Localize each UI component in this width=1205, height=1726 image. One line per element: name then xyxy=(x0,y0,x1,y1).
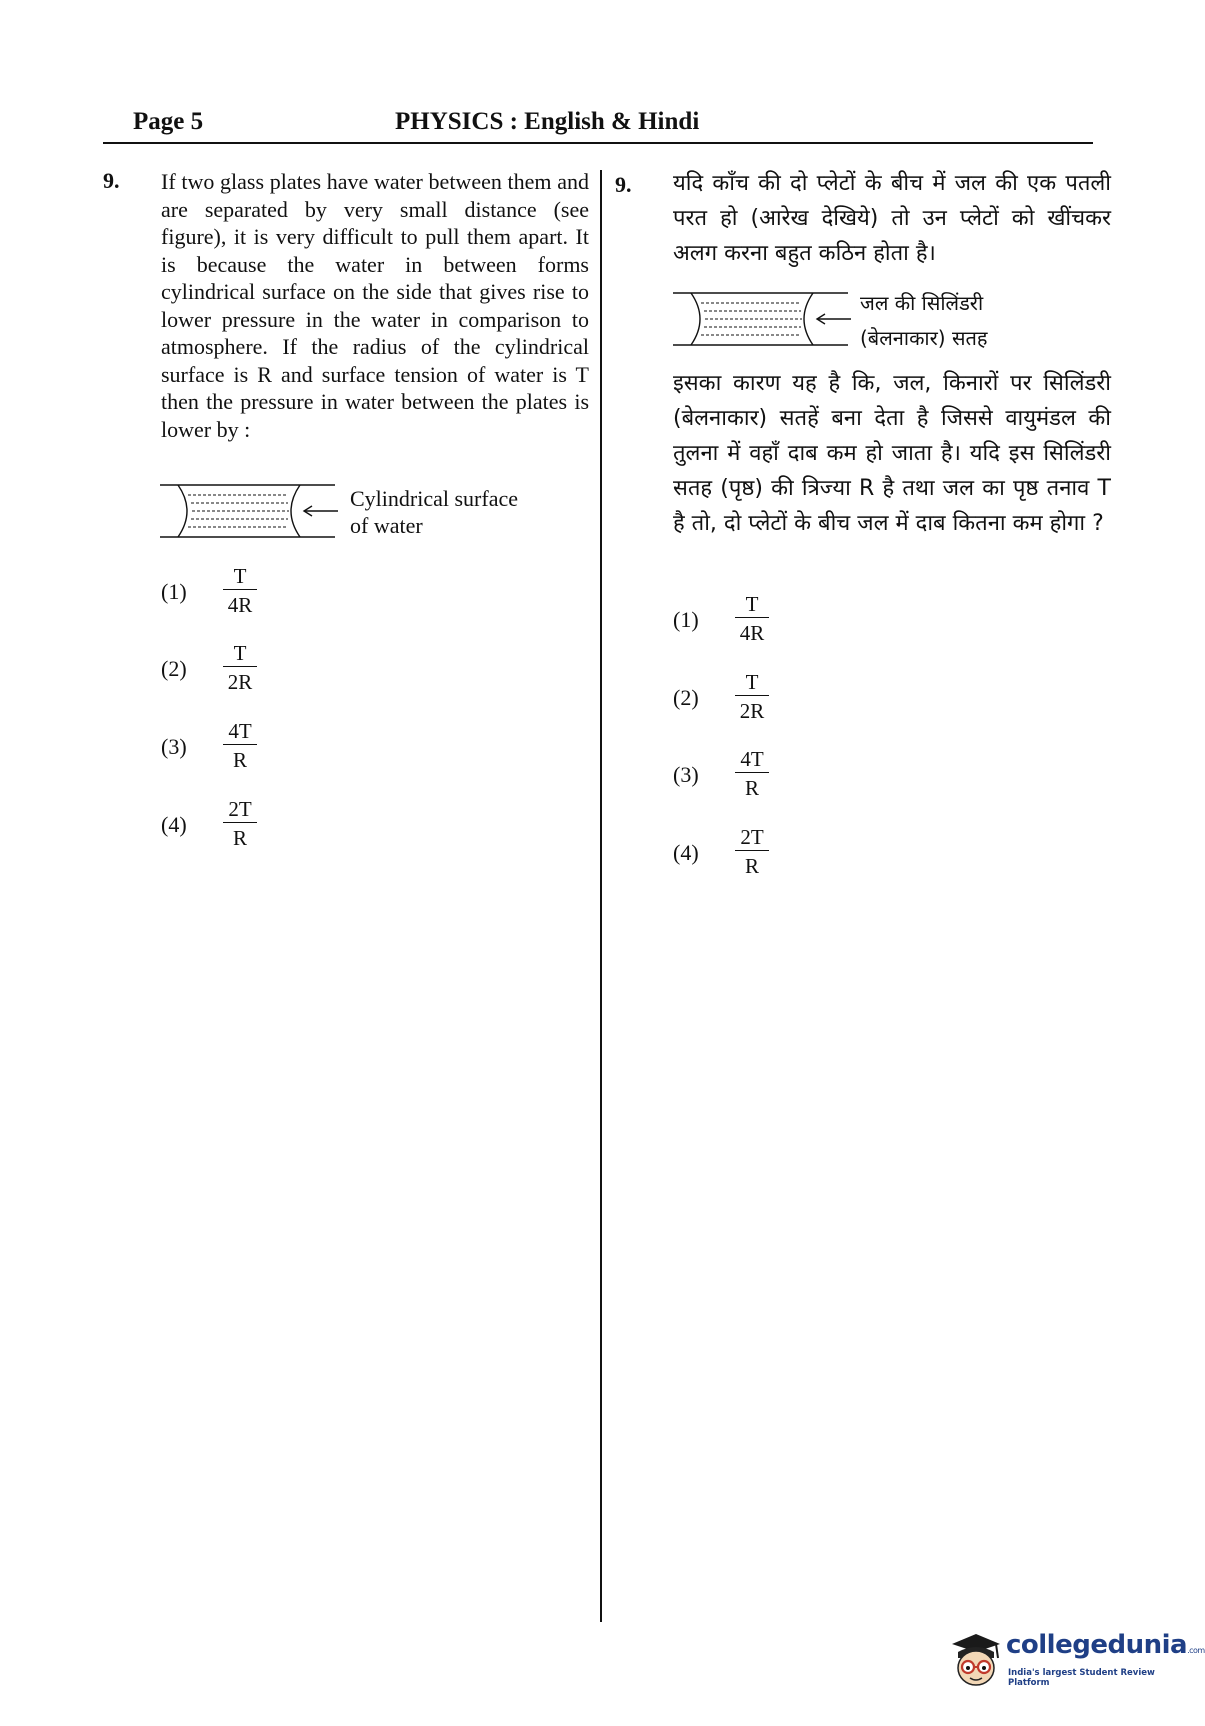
figure-label-en-line1: Cylindrical surface xyxy=(350,486,518,511)
fraction-numerator: 2T xyxy=(735,824,769,851)
figure-label-hi-line1: जल की सिलिंडरी xyxy=(860,291,984,315)
fraction-numerator: T xyxy=(223,640,257,667)
fraction-denominator: R xyxy=(744,776,759,800)
fraction-numerator: 2T xyxy=(223,796,257,823)
question-text-en: If two glass plates have water between them and are separated by very small distance (see figure), it is very difficult to pull them apart. It is because the water in between forms cylindrical surface on the side that gives rise to lower pressure in the water in comparison to atmosphere. If the radius of the cylindrical surface is R and surface tension of water is T then the pressure in water between the plates is lower by : xyxy=(161,169,589,442)
fraction-denominator: 4R xyxy=(227,593,253,617)
fraction-numerator: 4T xyxy=(735,746,769,773)
logo-wordmark: collegedunia.com xyxy=(1006,1630,1205,1660)
option-fraction xyxy=(735,824,769,879)
fraction-numerator: 4T xyxy=(223,718,257,745)
option-fraction xyxy=(223,563,257,618)
page-title: PHYSICS : English & Hindi xyxy=(395,108,700,135)
option-fraction xyxy=(735,591,769,646)
figure-label-en-line2: of water xyxy=(350,513,423,538)
question-number-hi: 9. xyxy=(615,172,632,197)
page-header xyxy=(103,108,1093,144)
collegedunia-logo[interactable] xyxy=(948,1628,1205,1698)
mascot-icon xyxy=(948,1628,1004,1694)
figure-label-en xyxy=(350,485,518,539)
fraction-denominator: 4R xyxy=(739,621,765,645)
option-fraction xyxy=(223,796,257,851)
option-label: (4) xyxy=(161,812,187,837)
option-label: (2) xyxy=(673,685,699,710)
fraction-numerator: T xyxy=(735,591,769,618)
fraction-denominator: R xyxy=(232,826,247,850)
fraction-denominator: R xyxy=(744,854,759,878)
fraction-numerator: T xyxy=(735,669,769,696)
option-fraction xyxy=(223,718,257,773)
fraction-denominator: R xyxy=(232,748,247,772)
column-divider xyxy=(600,170,602,1622)
option-fraction xyxy=(223,640,257,695)
plates-figure-en xyxy=(160,481,340,541)
figure-label-hi xyxy=(860,286,987,356)
fraction-denominator: 2R xyxy=(227,670,253,694)
option-label: (3) xyxy=(161,734,187,759)
option-label: (3) xyxy=(673,762,699,787)
page-number: Page 5 xyxy=(133,108,204,135)
option-label: (1) xyxy=(673,607,699,632)
logo-tagline: India's largest Student Review Platform xyxy=(1008,1668,1155,1688)
option-fraction xyxy=(735,669,769,724)
option-label: (4) xyxy=(673,840,699,865)
question-number-en: 9. xyxy=(103,168,120,193)
plates-figure-hi xyxy=(673,289,853,349)
option-label: (2) xyxy=(161,656,187,681)
option-fraction xyxy=(735,746,769,801)
question-text-hi-part2: इसका कारण यह है कि, जल, किनारों पर सिलिंडरी (बेलनाकार) सतहें बना देता है जिससे वायुमंडल की तुलना में वहाँ दाब कम हो जाता है। यदि इस सिलिंडरी सतह (पृष्ठ) की त्रिज्या R है तथा जल का पृष्ठ तनाव T है तो, दो प्लेटों के बीच जल में दाब कितना कम होगा ? xyxy=(673,371,1111,536)
fraction-numerator: T xyxy=(223,563,257,590)
fraction-denominator: 2R xyxy=(739,699,765,723)
question-text-hi-part1: यदि काँच की दो प्लेटों के बीच में जल की एक पतली परत हो (आरेख देखिये) तो उन प्लेटों को खींचकर अलग करना बहुत कठिन होता है। xyxy=(673,171,1111,266)
figure-label-hi-line2: (बेलनाकार) सतह xyxy=(860,326,988,350)
option-label: (1) xyxy=(161,579,187,604)
